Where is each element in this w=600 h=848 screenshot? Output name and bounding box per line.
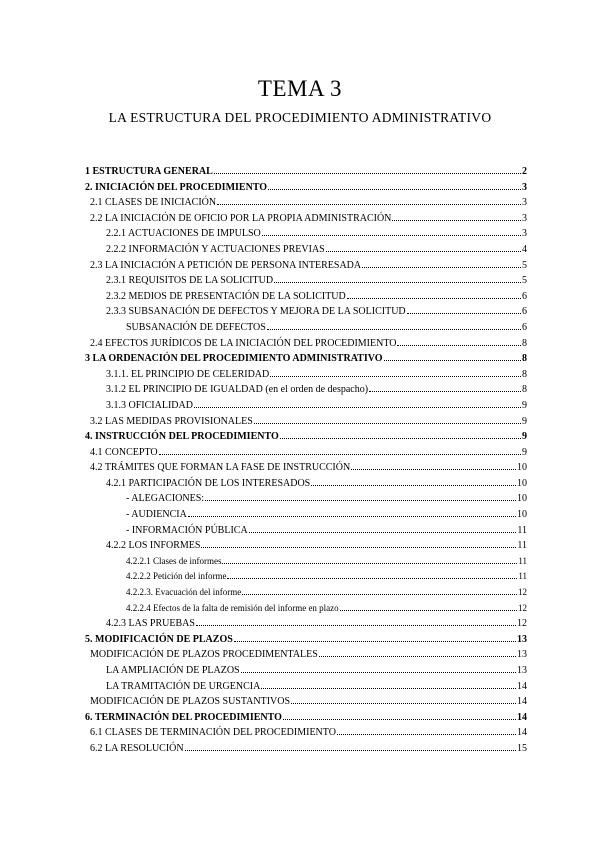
- toc-entry-page: 12: [517, 618, 527, 630]
- toc-entry-page: 15: [517, 742, 527, 754]
- toc-entry-title: 2.3.3 SUBSANACIÓN DE DEFECTOS Y MEJORA DE LA SOLICITUD: [106, 306, 406, 318]
- toc-entry[interactable]: [85, 351, 527, 367]
- toc-entry[interactable]: [85, 336, 527, 352]
- toc-entry[interactable]: [85, 367, 527, 383]
- toc-entry-page: 12: [518, 602, 527, 613]
- toc-entry-title: 4.2.2.2 Petición del informe: [126, 571, 227, 582]
- toc-entry-page: 10: [517, 477, 527, 489]
- toc-entry-title: 2.2.1 ACTUACIONES DE IMPULSO: [106, 228, 261, 240]
- toc-dot-leader: [347, 298, 521, 299]
- toc-entry[interactable]: [85, 242, 527, 258]
- toc-dot-leader: [270, 376, 521, 377]
- toc-entry-title: 3 LA ORDENACIÓN DEL PROCEDIMIENTO ADMINISTRATIVO: [85, 353, 383, 365]
- toc-entry-page: 8: [522, 353, 527, 365]
- toc-entry-title: 4.2 TRÁMITES QUE FORMAN LA FASE DE INSTRUCCIÓN: [90, 462, 351, 474]
- toc-entry[interactable]: [85, 382, 527, 398]
- toc-dot-leader: [249, 532, 517, 533]
- toc-entry-title: 4.2.2.4 Efectos de la falta de remisión del informe en plazo: [126, 602, 339, 613]
- toc-entry[interactable]: [85, 538, 527, 554]
- toc-entry[interactable]: [85, 601, 527, 617]
- toc-entry[interactable]: [85, 414, 527, 430]
- toc-entry-page: 14: [517, 696, 527, 708]
- toc-entry-page: 8: [522, 368, 527, 380]
- toc-entry-title: 4. INSTRUCCIÓN DEL PROCEDIMIENTO: [85, 431, 279, 443]
- toc-entry[interactable]: [85, 725, 527, 741]
- toc-entry-title: 3.1.3 OFICIALIDAD: [106, 399, 193, 411]
- toc-entry-title: 4.2.2.3. Evacuación del informe: [126, 587, 242, 598]
- toc-entry-page: 9: [522, 399, 527, 411]
- toc-entry[interactable]: [85, 741, 527, 757]
- toc-entry-page: 11: [517, 524, 527, 536]
- toc-entry-title: SUBSANACIÓN DE DEFECTOS: [126, 321, 266, 333]
- toc-dot-leader: [340, 610, 517, 611]
- toc-dot-leader: [397, 345, 521, 346]
- toc-entry-title: 3.1.2 EL PRINCIPIO DE IGUALDAD (en el orden de despacho): [106, 384, 369, 396]
- toc-entry[interactable]: [85, 554, 527, 570]
- toc-entry-title: 4.2.1 PARTICIPACIÓN DE LOS INTERESADOS: [106, 477, 311, 489]
- toc-entry[interactable]: [85, 710, 527, 726]
- toc-entry-title: 4.1 CONCEPTO: [90, 446, 158, 458]
- toc-dot-leader: [222, 563, 517, 564]
- toc-dot-leader: [362, 267, 521, 268]
- toc-entry-page: 12: [518, 587, 527, 598]
- toc-dot-leader: [205, 500, 516, 501]
- toc-dot-leader: [268, 189, 521, 190]
- toc-dot-leader: [407, 313, 521, 314]
- toc-dot-leader: [201, 547, 516, 548]
- toc-dot-leader: [351, 469, 516, 470]
- toc-entry-page: 13: [517, 633, 527, 645]
- toc-entry-title: 6.2 LA RESOLUCIÓN: [90, 742, 184, 754]
- toc-entry-page: 5: [522, 259, 527, 271]
- toc-entry-title: - ALEGACIONES:: [126, 493, 205, 505]
- toc-entry-page: 3: [522, 212, 527, 224]
- document-title: TEMA 3: [257, 76, 343, 101]
- toc-entry[interactable]: [85, 663, 527, 679]
- toc-entry[interactable]: [85, 491, 527, 507]
- toc-dot-leader: [384, 360, 521, 361]
- toc-entry[interactable]: [85, 164, 527, 180]
- toc-entry-page: 6: [522, 290, 527, 302]
- toc-dot-leader: [185, 750, 516, 751]
- toc-entry-title: 4.2.3 LAS PRUEBAS: [106, 618, 195, 630]
- toc-entry[interactable]: [85, 507, 527, 523]
- toc-dot-leader: [326, 251, 521, 252]
- toc-entry-title: 3.2 LAS MEDIDAS PROVISIONALES: [90, 415, 253, 427]
- toc-entry[interactable]: [85, 320, 527, 336]
- toc-entry[interactable]: [85, 460, 527, 476]
- toc-dot-leader: [241, 672, 516, 673]
- toc-entry-page: 8: [522, 337, 527, 349]
- toc-entry-title: MODIFICACIÓN DE PLAZOS PROCEDIMENTALES: [90, 649, 318, 661]
- toc-dot-leader: [283, 719, 516, 720]
- toc-entry-page: 10: [517, 462, 527, 474]
- toc-entry-title: 6. TERMINACIÓN DEL PROCEDIMIENTO: [85, 711, 282, 723]
- toc-entry[interactable]: [85, 304, 527, 320]
- toc-dot-leader: [262, 235, 521, 236]
- table-of-contents: [85, 164, 527, 757]
- toc-dot-leader: [188, 516, 516, 517]
- toc-entry-title: - INFORMACIÓN PÚBLICA: [126, 524, 248, 536]
- toc-entry-title: LA AMPLIACIÓN DE PLAZOS: [106, 665, 240, 676]
- toc-entry-title: 2.3 LA INICIACIÓN A PETICIÓN DE PERSONA INTERESADA: [90, 259, 362, 271]
- toc-entry[interactable]: [85, 398, 527, 414]
- toc-entry[interactable]: [85, 679, 527, 695]
- toc-entry-page: 4: [522, 243, 527, 255]
- toc-dot-leader: [274, 282, 521, 283]
- toc-entry-title: 2.4 EFECTOS JURÍDICOS DE LA INICIACIÓN DEL PROCEDIMIENTO: [90, 337, 397, 349]
- toc-dot-leader: [217, 204, 521, 205]
- toc-entry-title: LA TRAMITACIÓN DE URGENCIA: [106, 680, 261, 692]
- toc-entry-page: 13: [517, 649, 527, 661]
- toc-entry[interactable]: [85, 632, 527, 648]
- toc-entry[interactable]: [85, 569, 527, 585]
- document-subtitle: LA ESTRUCTURA DEL PROCEDIMIENTO ADMINISTRATIVO: [108, 110, 492, 125]
- toc-entry[interactable]: [85, 211, 527, 227]
- toc-entry[interactable]: [85, 616, 527, 632]
- toc-dot-leader: [159, 454, 521, 455]
- toc-entry-title: 2.2.2 INFORMACIÓN Y ACTUACIONES PREVIAS: [106, 243, 325, 255]
- toc-dot-leader: [319, 656, 516, 657]
- toc-entry[interactable]: [85, 429, 527, 445]
- toc-entry[interactable]: [85, 585, 527, 601]
- toc-entry[interactable]: [85, 273, 527, 289]
- toc-entry-title: 2.1 CLASES DE INICIACIÓN: [90, 197, 217, 209]
- toc-entry-page: 6: [522, 306, 527, 318]
- toc-entry-title: 4.2.2.1 Clases de informes: [126, 555, 222, 566]
- toc-entry-title: 5. MODIFICACIÓN DE PLAZOS: [85, 633, 233, 645]
- toc-entry-title: 1 ESTRUCTURA GENERAL: [85, 166, 213, 177]
- toc-entry-page: 11: [518, 555, 527, 566]
- toc-entry-page: 11: [518, 571, 527, 582]
- toc-dot-leader: [337, 734, 516, 735]
- toc-entry[interactable]: [85, 647, 527, 663]
- toc-entry[interactable]: [85, 523, 527, 539]
- toc-entry-page: 14: [517, 727, 527, 739]
- toc-dot-leader: [227, 578, 517, 579]
- toc-dot-leader: [267, 329, 521, 330]
- toc-entry-title: 3.1.1. EL PRINCIPIO DE CELERIDAD: [106, 368, 270, 380]
- toc-entry-title: 2.2 LA INICIACIÓN DE OFICIO POR LA PROPIA ADMINISTRACIÓN: [90, 212, 392, 224]
- toc-entry-title: - AUDIENCIA: [126, 509, 187, 521]
- toc-entry[interactable]: [85, 180, 527, 196]
- toc-dot-leader: [234, 641, 516, 642]
- toc-entry-page: 14: [517, 680, 527, 692]
- toc-dot-leader: [194, 407, 521, 408]
- toc-entry-page: 3: [522, 228, 527, 240]
- toc-dot-leader: [392, 220, 521, 221]
- toc-entry-title: 2. INICIACIÓN DEL PROCEDIMIENTO: [85, 181, 268, 193]
- toc-entry-page: 11: [517, 540, 527, 552]
- toc-dot-leader: [261, 688, 516, 689]
- toc-entry-title: 2.3.1 REQUISITOS DE LA SOLICITUD: [106, 275, 274, 287]
- toc-dot-leader: [311, 485, 516, 486]
- toc-entry-page: 13: [517, 665, 527, 676]
- toc-dot-leader: [254, 423, 521, 424]
- toc-dot-leader: [280, 438, 521, 439]
- toc-entry-page: 9: [522, 415, 527, 427]
- toc-entry-title: 6.1 CLASES DE TERMINACIÓN DEL PROCEDIMIENTO: [90, 727, 336, 739]
- toc-entry-title: 2.3.2 MEDIOS DE PRESENTACIÓN DE LA SOLICITUD: [106, 290, 346, 302]
- toc-entry-page: 3: [522, 181, 527, 193]
- toc-entry[interactable]: [85, 258, 527, 274]
- toc-entry-page: 2: [522, 166, 527, 177]
- toc-entry-title: 4.2.2 LOS INFORMES: [106, 540, 201, 552]
- toc-entry[interactable]: [85, 195, 527, 211]
- toc-entry-page: 8: [522, 384, 527, 396]
- toc-entry[interactable]: [85, 289, 527, 305]
- toc-entry-page: 3: [522, 197, 527, 209]
- toc-entry-page: 9: [522, 431, 527, 443]
- toc-entry-page: 14: [517, 711, 527, 723]
- toc-dot-leader: [369, 391, 521, 392]
- toc-entry-page: 5: [522, 275, 527, 287]
- toc-dot-leader: [291, 703, 516, 704]
- toc-entry[interactable]: [85, 226, 527, 242]
- toc-entry-page: 10: [517, 493, 527, 505]
- toc-dot-leader: [242, 594, 517, 595]
- toc-dot-leader: [196, 625, 516, 626]
- toc-entry-title: MODIFICACIÓN DE PLAZOS SUSTANTIVOS: [90, 696, 291, 708]
- toc-entry[interactable]: [85, 476, 527, 492]
- toc-entry-page: 10: [517, 509, 527, 521]
- toc-entry[interactable]: [85, 694, 527, 710]
- toc-dot-leader: [214, 173, 521, 174]
- toc-entry-page: 9: [522, 446, 527, 458]
- toc-entry[interactable]: [85, 445, 527, 461]
- toc-entry-page: 6: [522, 321, 527, 333]
